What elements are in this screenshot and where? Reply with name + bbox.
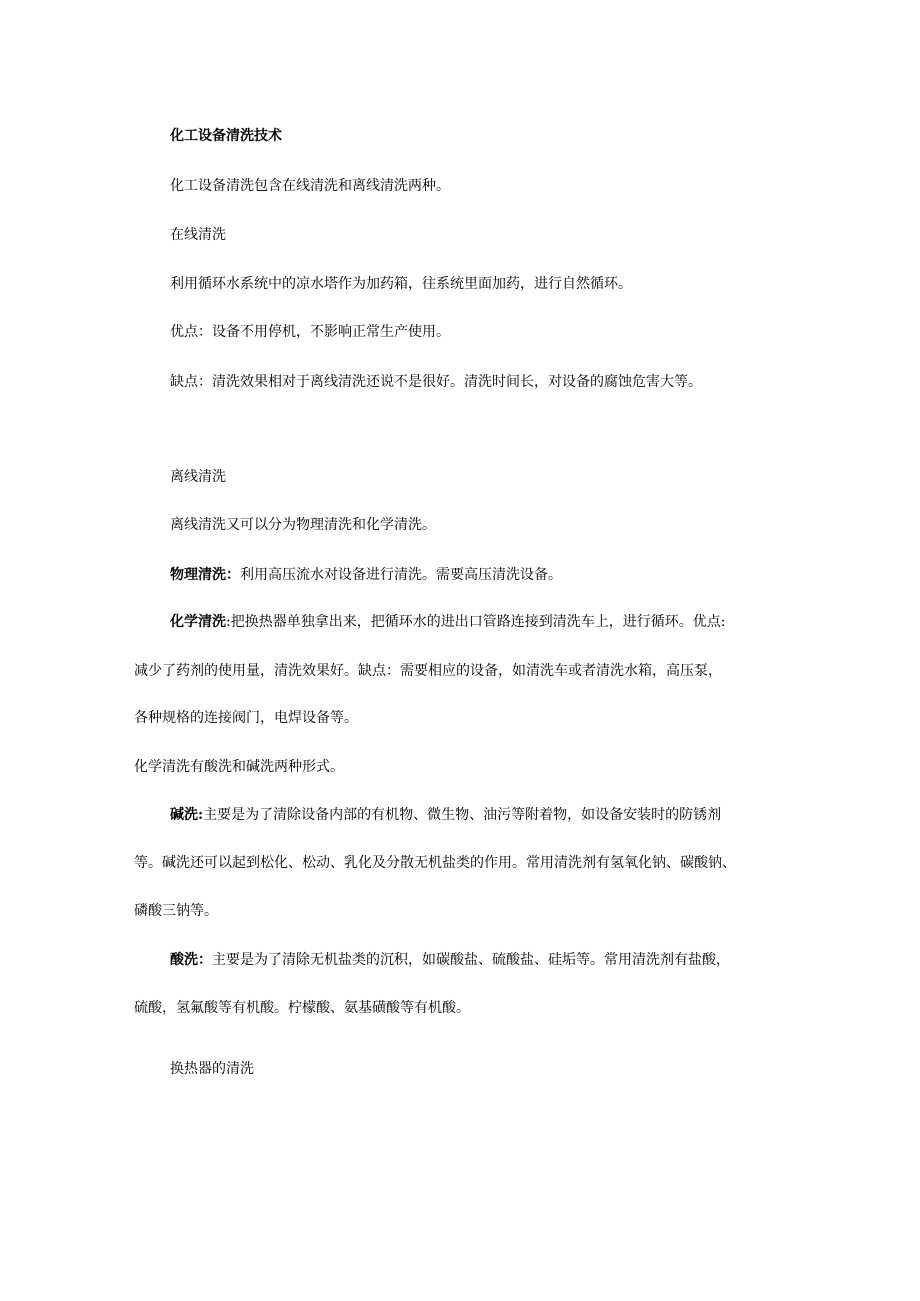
physical-cleaning-paragraph bbox=[170, 565, 562, 585]
physical-cleaning-text: 利用高压流水对设备进行清洗。需要高压清洗设备。 bbox=[240, 567, 562, 583]
online-cleaning-heading: 在线清洗 bbox=[170, 227, 226, 243]
acid-wash-line-1 bbox=[170, 950, 730, 970]
chemical-cleaning-line-2: 减少了药剂的使用量，清洗效果好。缺点：需要相应的设备，如清洗车或者清洗水箱，高压泵， bbox=[134, 663, 722, 679]
heat-exchanger-cleaning-heading: 换热器的清洗 bbox=[170, 1061, 254, 1077]
chemical-cleaning-label: 化学清洗 bbox=[170, 614, 226, 630]
alkali-wash-line-3: 磷酸三钠等。 bbox=[134, 903, 218, 919]
physical-cleaning-label: 物理清洗： bbox=[170, 567, 240, 583]
online-cons: 缺点：清洗效果相对于离线清洗还说不是很好。清洗时间长，对设备的腐蚀危害大等。 bbox=[170, 374, 702, 390]
chemical-cleaning-forms: 化学清洗有酸洗和碱洗两种形式。 bbox=[134, 759, 344, 775]
online-description: 利用循环水系统中的凉水塔作为加药箱，往系统里面加药，进行自然循环。 bbox=[170, 276, 632, 292]
alkali-wash-label: 碱洗: bbox=[170, 807, 204, 823]
chemical-cleaning-text: :把换热器单独拿出来，把循环水的进出口管路连接到清洗车上，进行循环。优点: bbox=[226, 614, 726, 630]
chemical-cleaning-line-3: 各种规格的连接阀门，电焊设备等。 bbox=[134, 710, 358, 726]
document-title: 化工设备清洗技术 bbox=[170, 128, 282, 144]
chemical-cleaning-line-1 bbox=[170, 612, 725, 632]
online-pros: 优点：设备不用停机，不影响正常生产使用。 bbox=[170, 324, 450, 340]
intro-paragraph: 化工设备清洗包含在线清洗和离线清洗两种。 bbox=[170, 178, 450, 194]
alkali-wash-text: 主要是为了清除设备内部的有机物、微生物、油污等附着物，如设备安装时的防锈剂 bbox=[203, 807, 722, 823]
offline-cleaning-heading: 离线清洗 bbox=[170, 469, 226, 485]
acid-wash-label: 酸洗： bbox=[170, 952, 212, 968]
alkali-wash-line-2: 等。碱洗还可以起到松化、松动、乳化及分散无机盐类的作用。常用清洗剂有氢氧化钠、碳酸钠、 bbox=[134, 855, 736, 871]
acid-wash-text: 主要是为了清除无机盐类的沉积，如碳酸盐、硫酸盐、硅垢等。常用清洗剂有盐酸， bbox=[212, 952, 730, 968]
acid-wash-line-2: 硫酸，氢氟酸等有机酸。柠檬酸、氨基磺酸等有机酸。 bbox=[134, 1000, 470, 1016]
alkali-wash-line-1 bbox=[170, 805, 721, 825]
offline-intro: 离线清洗又可以分为物理清洗和化学清洗。 bbox=[170, 517, 436, 533]
